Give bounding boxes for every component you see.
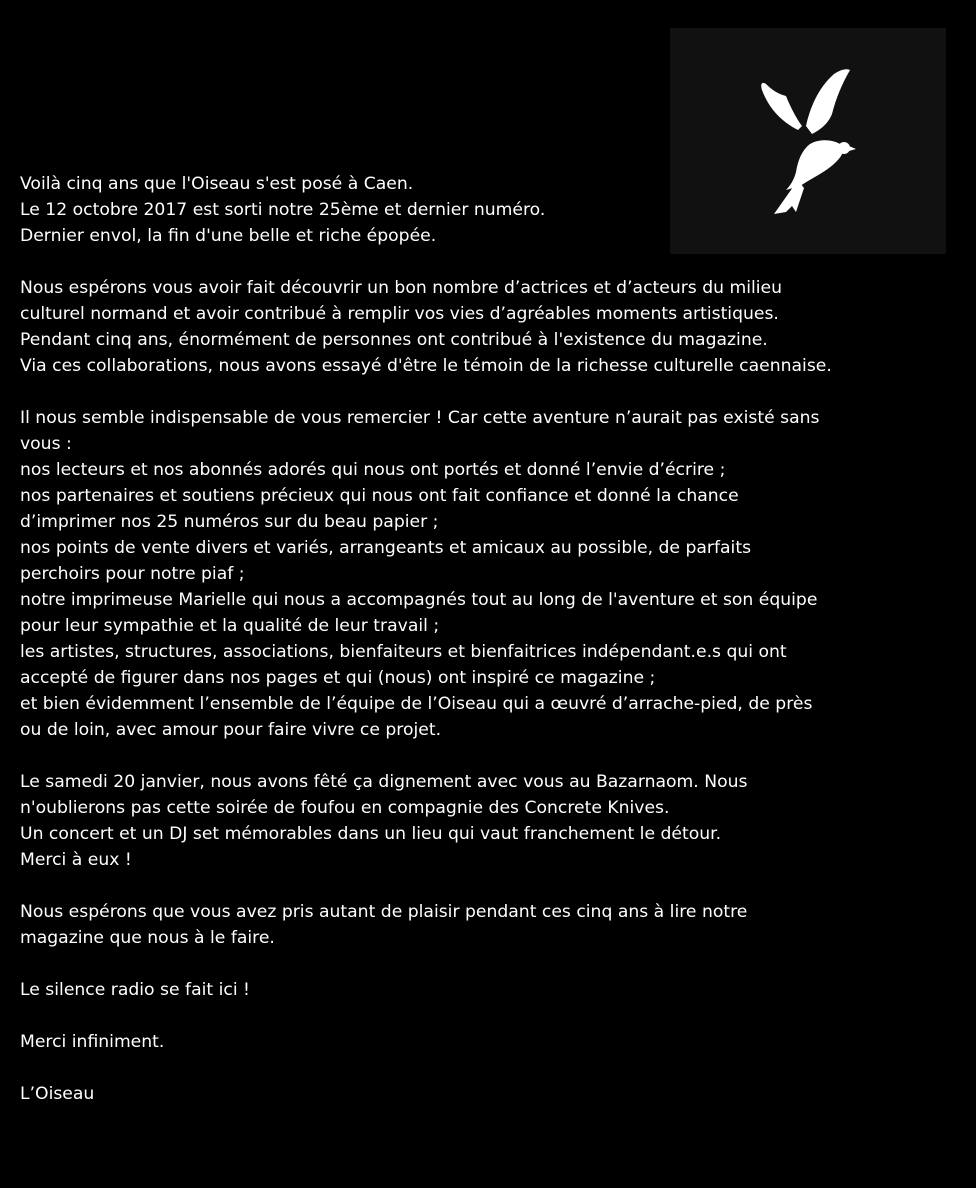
text-line: culturel normand et avoir contribué à remplir vos vies d’agréables moments artistiques. — [20, 304, 779, 324]
paragraph-5 — [20, 899, 920, 951]
text-line: n'oublierons pas cette soirée de foufou en compagnie des Concrete Knives. — [20, 798, 670, 818]
text-line: Il nous semble indispensable de vous remercier ! Car cette aventure n’aurait pas existé sans — [20, 408, 820, 428]
closing-thanks: Merci infiniment. — [20, 1032, 165, 1052]
text-line: Le samedi 20 janvier, nous avons fêté ça dignement avec vous au Bazarnaom. Nous — [20, 772, 748, 792]
text-line: Le 12 octobre 2017 est sorti notre 25ème et dernier numéro. — [20, 200, 546, 220]
text-line: magazine que nous à le faire. — [20, 928, 275, 948]
text-line: Merci à eux ! — [20, 850, 132, 870]
text-line: Via ces collaborations, nous avons essayé d'être le témoin de la richesse culturelle caennaise. — [20, 356, 832, 376]
text-line: ou de loin, avec amour pour faire vivre ce projet. — [20, 720, 442, 740]
paragraph-4 — [20, 769, 920, 873]
text-line: nos partenaires et soutiens précieux qui nous ont fait confiance et donné la chance — [20, 486, 739, 506]
paragraph-6: Le silence radio se fait ici ! — [20, 980, 250, 1000]
text-line: nos lecteurs et nos abonnés adorés qui nous ont portés et donné l’envie d’écrire ; — [20, 460, 726, 480]
text-line: d’imprimer nos 25 numéros sur du beau papier ; — [20, 512, 439, 532]
text-line: Pendant cinq ans, énormément de personnes ont contribué à l'existence du magazine. — [20, 330, 768, 350]
text-line: et bien évidemment l’ensemble de l’équipe de l’Oiseau qui a œuvré d’arrache-pied, de près — [20, 694, 813, 714]
text-line: pour leur sympathie et la qualité de leur travail ; — [20, 616, 440, 636]
text-line: Dernier envol, la fin d'une belle et riche épopée. — [20, 226, 437, 246]
text-line: Nous espérons que vous avez pris autant de plaisir pendant ces cinq ans à lire notre — [20, 902, 748, 922]
text-line: les artistes, structures, associations, bienfaiteurs et bienfaitrices indépendant.e.s qui ont — [20, 642, 787, 662]
paragraph-2 — [20, 275, 920, 379]
text-line: notre imprimeuse Marielle qui nous a accompagnés tout au long de l'aventure et son équipe — [20, 590, 818, 610]
text-line: Voilà cinq ans que l'Oiseau s'est posé à Caen. — [20, 174, 414, 194]
letter-body — [20, 171, 920, 1107]
text-line: accepté de figurer dans nos pages et qui (nous) ont inspiré ce magazine ; — [20, 668, 656, 688]
text-line: vous : — [20, 434, 72, 454]
text-line: Un concert et un DJ set mémorables dans un lieu qui vaut franchement le détour. — [20, 824, 722, 844]
text-line: perchoirs pour notre piaf ; — [20, 564, 245, 584]
text-line: Nous espérons vous avoir fait découvrir un bon nombre d’actrices et d’acteurs du milieu — [20, 278, 783, 298]
paragraph-1 — [20, 171, 920, 249]
signature: L’Oiseau — [20, 1084, 95, 1104]
paragraph-3 — [20, 405, 920, 743]
text-line: nos points de vente divers et variés, arrangeants et amicaux au possible, de parfaits — [20, 538, 752, 558]
